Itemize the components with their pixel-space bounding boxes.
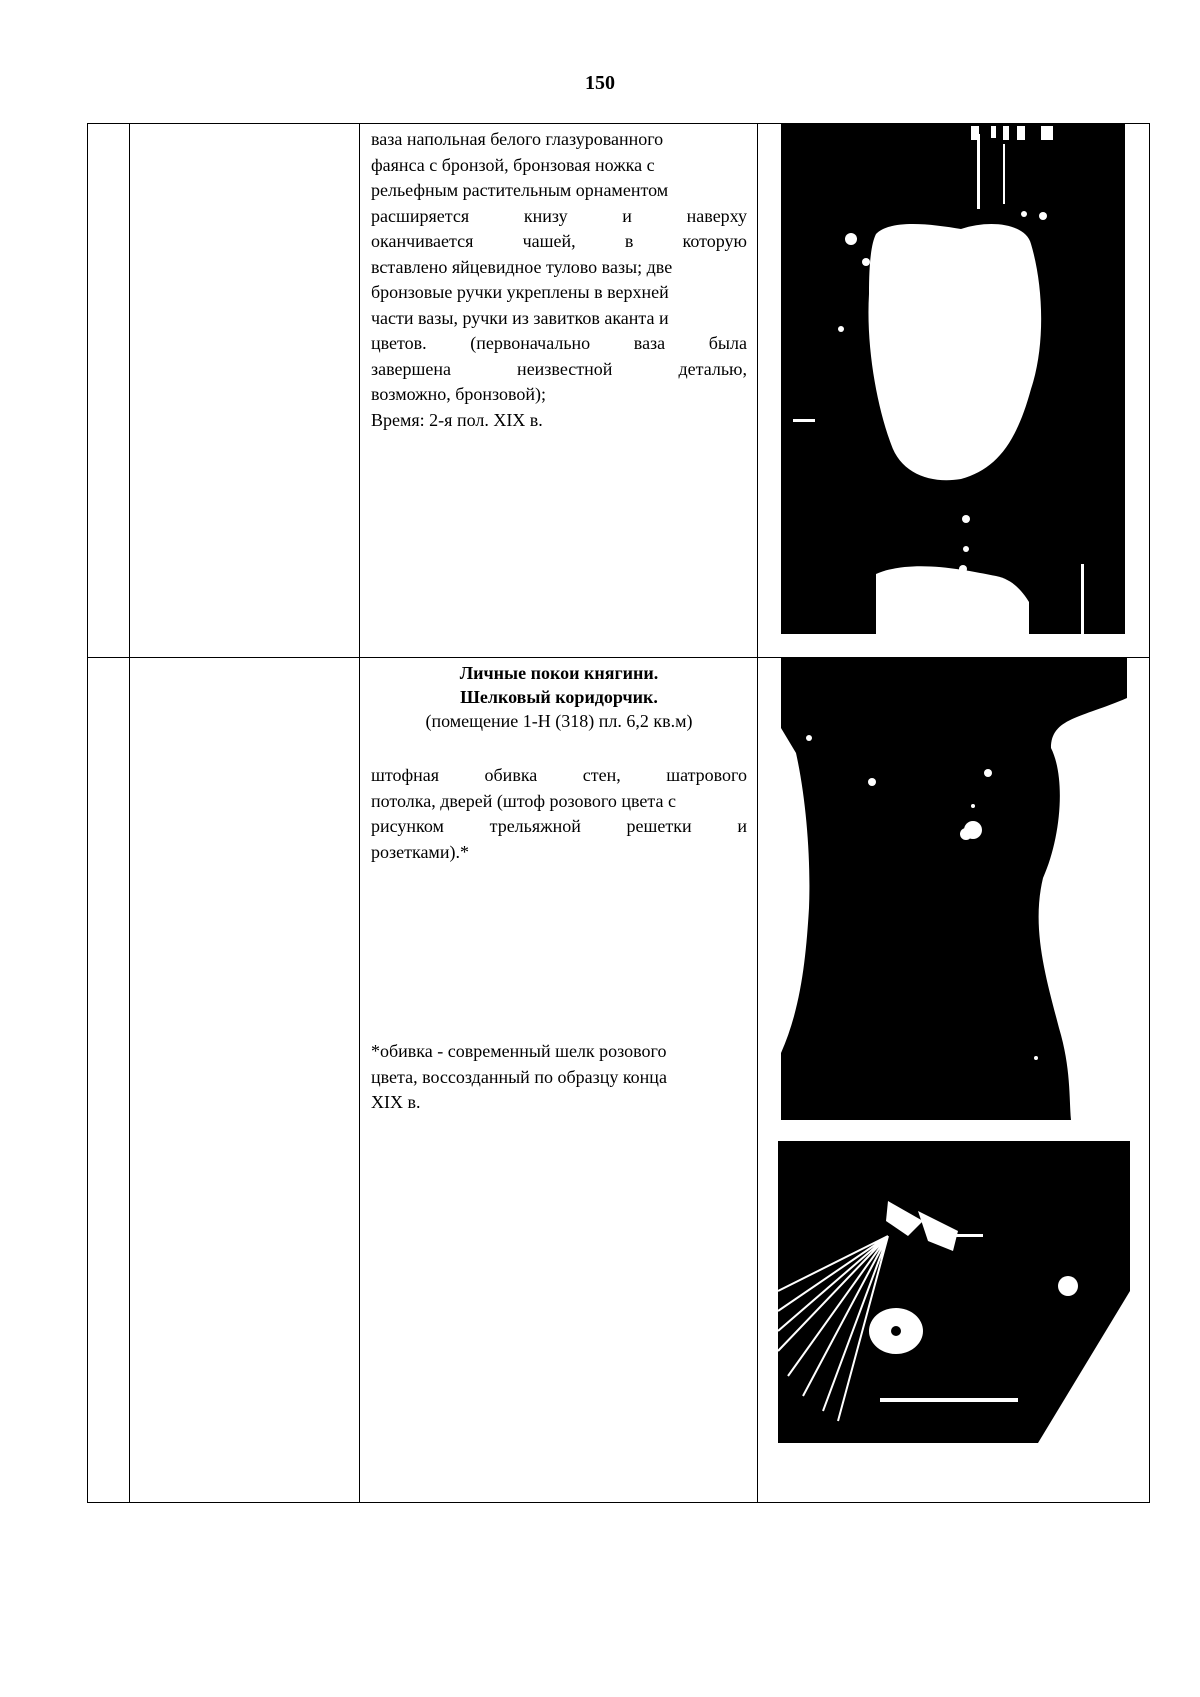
- section-subheading: Шелковый коридорчик.: [460, 687, 658, 707]
- description-line: рисунком трельяжной решетки и: [371, 816, 747, 836]
- note-line: *обивка - современный шелк розового: [371, 1041, 667, 1061]
- description-line: расширяется книзу и наверху: [371, 205, 747, 226]
- table-row: [88, 658, 1150, 1503]
- description-line: штофная обивка стен, шатрового: [371, 765, 747, 785]
- description-line: [371, 331, 747, 357]
- time-line: Время: 2-я пол. XIX в.: [371, 409, 543, 430]
- description-line: ваза напольная белого глазурованного: [371, 129, 664, 149]
- vase-photo: [781, 124, 1125, 634]
- description-cell: [360, 658, 758, 1503]
- description-line: части вазы, ручки из завитков аканта и: [371, 307, 669, 328]
- name-cell: [130, 658, 360, 1503]
- description-line: вставлено яйцевидное тулово вазы; две: [371, 256, 673, 277]
- description-line: рельефным растительным орнаментом: [371, 180, 669, 200]
- room-reference: (помещение 1-Н (318) пл. 6,2 кв.м): [425, 711, 693, 731]
- description-line: [371, 357, 747, 383]
- note-line: цвета, воссозданный по образцу конца: [371, 1066, 667, 1087]
- table-row: [88, 124, 1150, 658]
- description-line: [371, 814, 747, 840]
- name-cell: [130, 124, 360, 658]
- corridor-wall-photo: [781, 658, 1127, 1120]
- section-heading: Личные покои княгини.: [459, 663, 659, 683]
- description-line: оканчивается чашей, в которую: [371, 231, 747, 251]
- description-line: [371, 229, 747, 255]
- description-line: потолка, дверей (штоф розового цвета с: [371, 790, 676, 811]
- page-number: 150: [585, 72, 615, 94]
- corridor-ceiling-photo: [778, 1141, 1130, 1443]
- photo-cell: [758, 124, 1150, 658]
- description-line: возможно, бронзовой);: [371, 384, 547, 404]
- description-cell: [360, 124, 758, 658]
- description-line: бронзовые ручки укреплены в верхней: [371, 282, 669, 302]
- description-line: завершена неизвестной деталью,: [371, 358, 747, 379]
- description-line: [371, 204, 747, 230]
- description-line: розетками).*: [371, 841, 469, 862]
- description-line: [371, 763, 747, 789]
- description-line: цветов. (первоначально ваза была: [371, 333, 747, 353]
- inventory-table: [87, 123, 1150, 1503]
- description-line: фаянса с бронзой, бронзовая ножка с: [371, 154, 655, 175]
- number-cell: [88, 658, 130, 1503]
- note-line: XIX в.: [371, 1092, 421, 1112]
- number-cell: [88, 124, 130, 658]
- photo-cell: [758, 658, 1150, 1503]
